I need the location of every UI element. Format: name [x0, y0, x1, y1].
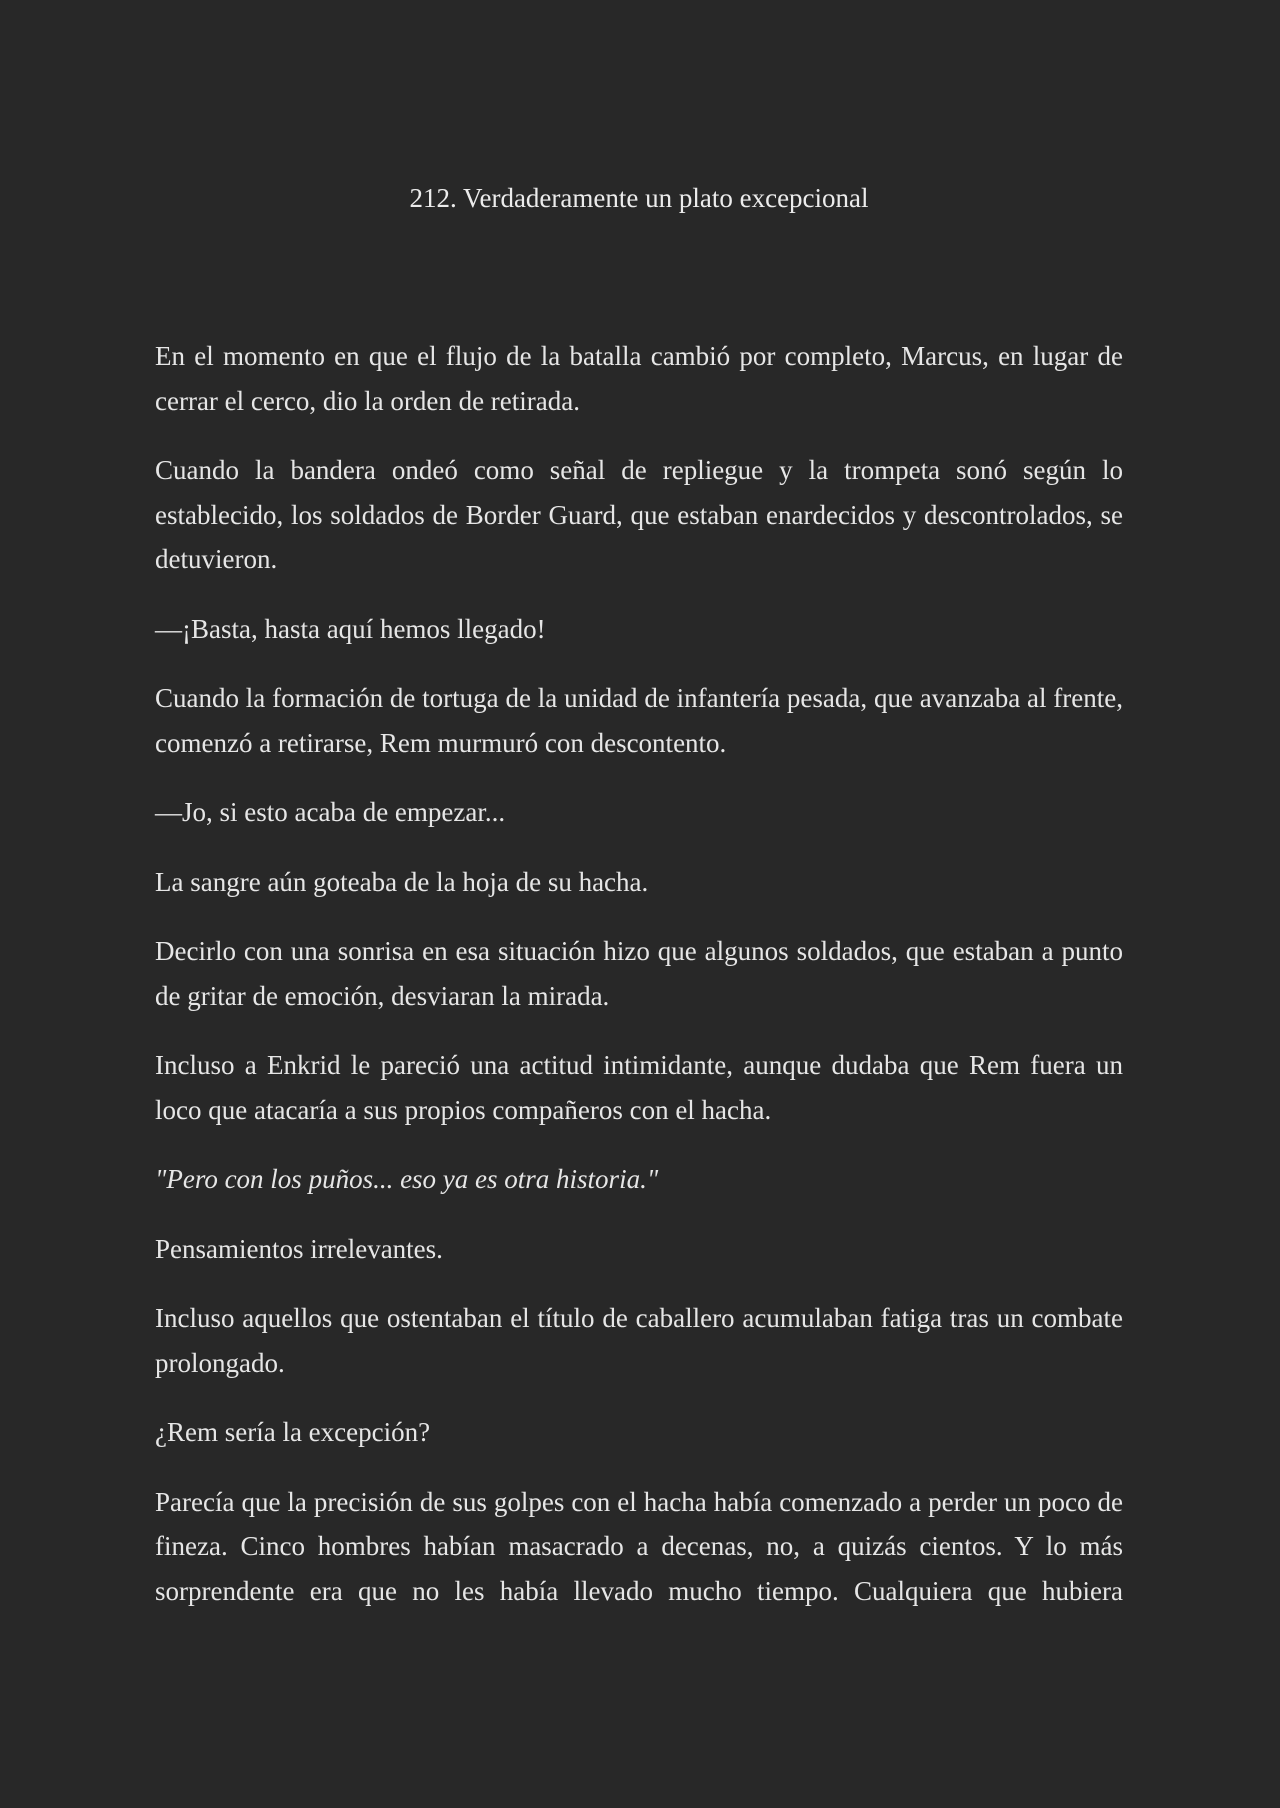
paragraph: La sangre aún goteaba de la hoja de su hacha. — [155, 866, 649, 897]
paragraph: Decirlo con una sonrisa en esa situación hizo que algunos soldados, que estaban a punto de gritar de emoción, desviaran la mirada. — [155, 936, 1123, 1011]
paragraph: Cuando la bandera ondeó como señal de repliegue y la trompeta sonó según lo establecido, los soldados de Border Guard, que estaban enardecidos y descontrolados, se detuvieron. — [155, 455, 1123, 574]
dialogue-paragraph: —¡Basta, hasta aquí hemos llegado! — [155, 613, 546, 644]
dialogue-paragraph: —Jo, si esto acaba de empezar... — [155, 797, 506, 827]
paragraph: Pensamientos irrelevantes. — [155, 1233, 443, 1264]
paragraph: ¿Rem sería la excepción? — [155, 1417, 431, 1447]
paragraph: Parecía que la precisión de sus golpes con el hacha había comenzado a perder un poco de fineza. Cinco hombres habían masacrado a decenas, no, a quizás cientos. Y lo más sorprendente era que no les había llevado mucho tiempo. Cualquiera que hubiera — [155, 1486, 1123, 1606]
paragraph: Incluso aquellos que ostentaban el título de caballero acumulaban fatiga tras un combate prolongado. — [155, 1303, 1123, 1378]
paragraph: Cuando la formación de tortuga de la unidad de infantería pesada, que avanzaba al frente, comenzó a retirarse, Rem murmuró con descontento. — [155, 683, 1123, 758]
chapter-title: 212. Verdaderamente un plato excepcional — [409, 183, 869, 213]
paragraph: En el momento en que el flujo de la batalla cambió por completo, Marcus, en lugar de cerrar el cerco, dio la orden de retirada. — [155, 341, 1123, 416]
chapter-body — [155, 334, 1123, 1638]
thought-paragraph: "Pero con los puños... eso ya es otra historia." — [155, 1164, 659, 1194]
paragraph: Incluso a Enkrid le pareció una actitud intimidante, aunque dudaba que Rem fuera un loco que atacaría a sus propios compañeros con el hacha. — [155, 1050, 1123, 1125]
